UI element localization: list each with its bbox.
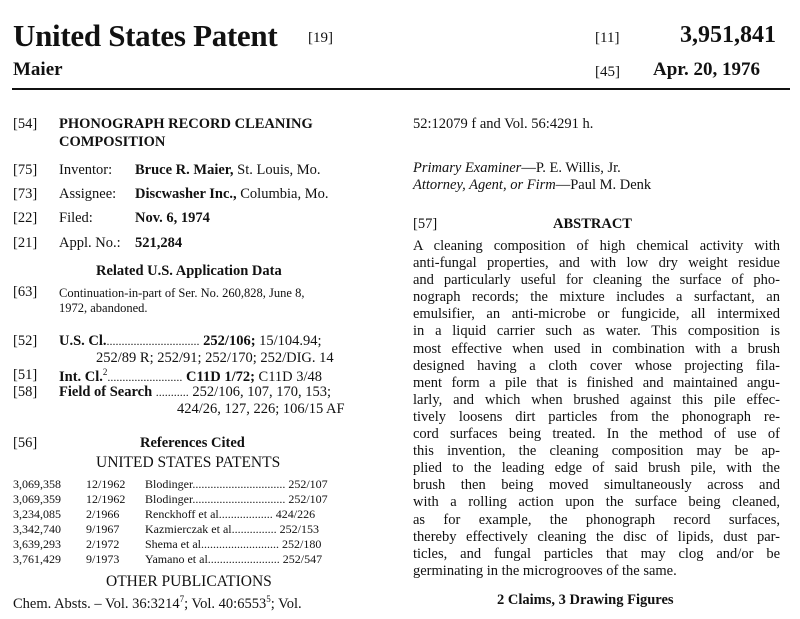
field-search-values2: 424/26, 127, 226; 106/15 AF bbox=[177, 401, 345, 417]
abstract-line: emulsifier, an anti-microbe or fungicide, all intermixed bbox=[413, 306, 780, 323]
other-publications-heading: OTHER PUBLICATIONS bbox=[106, 573, 272, 590]
patent-header-title: United States Patent bbox=[13, 18, 278, 53]
abstract-line: A cleaning composition of high chemical activity with bbox=[413, 238, 780, 254]
ref-row-6 bbox=[13, 552, 322, 567]
ref-row-4 bbox=[13, 522, 319, 537]
abstract-line: thereby effectively cleaning the disc of lipids, dust par- bbox=[413, 528, 780, 545]
ref-name: Kazmierczak et al. bbox=[145, 522, 235, 536]
header-rule bbox=[12, 88, 790, 90]
patent-number: 3,951,841 bbox=[680, 22, 776, 48]
us-cl-label: U.S. Cl. bbox=[59, 333, 107, 349]
abstract-body bbox=[413, 238, 780, 580]
ref-name: Shema et al. bbox=[145, 537, 204, 551]
ref-number: 3,761,429 bbox=[13, 552, 61, 566]
abstract-line: designed having a cloth cover whose projecting fila- bbox=[413, 357, 780, 374]
inventor-name: Bruce R. Maier, bbox=[135, 162, 234, 178]
assignee-name: Discwasher Inc., bbox=[135, 186, 237, 202]
abstract-line: this invention, the cleaning composition may be ap- bbox=[413, 443, 780, 460]
assignee-label: Assignee: bbox=[59, 186, 117, 202]
ref-class: 252/107 bbox=[288, 492, 328, 506]
other-pub-pre: Chem. Absts. – Vol. 36:3214 bbox=[13, 595, 180, 612]
abstract-line: nograph records; the mixture includes a surfactant, an bbox=[413, 289, 780, 306]
ref-row-1 bbox=[13, 477, 328, 492]
other-publications-continued: 52:12079 f and Vol. 56:4291 h. bbox=[413, 116, 594, 132]
abstract-line: and particularly useful for cleaning the surface of pho- bbox=[413, 272, 780, 289]
us-cl-dots: ............................... bbox=[106, 334, 200, 348]
filed-label: Filed: bbox=[59, 210, 93, 226]
abstract-line: as for example, the phonograph record surfaces, bbox=[413, 511, 780, 528]
title-code: [19] bbox=[308, 30, 333, 46]
ref-number: 3,234,085 bbox=[13, 507, 61, 521]
continuation-line1: Continuation-in-part of Ser. No. 260,828, June 8, bbox=[59, 286, 305, 300]
ref-date: 2/1972 bbox=[86, 537, 120, 551]
field-search-values1: 252/106, 107, 170, 153; bbox=[192, 384, 331, 400]
appl-no-label: Appl. No.: bbox=[59, 235, 121, 251]
us-cl-value: 252/106; bbox=[203, 333, 256, 349]
int-cl-sup: 2 bbox=[102, 367, 108, 377]
ref-date: 12/1962 bbox=[86, 477, 126, 491]
abstract-line: ticles, and fungal particles that may clog and/or be bbox=[413, 545, 780, 562]
us-patents-heading: UNITED STATES PATENTS bbox=[96, 454, 281, 471]
invention-title-line1: PHONOGRAPH RECORD CLEANING bbox=[59, 116, 313, 132]
ref-name: Yamano et al. bbox=[145, 552, 211, 566]
other-pub-sup1: 7 bbox=[179, 594, 185, 604]
abstract-line: brush then being moved simultaneously across and bbox=[413, 477, 780, 494]
ref-name: Renckhoff et al. bbox=[145, 507, 222, 521]
ref-class: 252/153 bbox=[279, 522, 319, 536]
assignee-value bbox=[135, 186, 328, 203]
abstract-line: tively loosens dirt particles from the phonograph re- bbox=[413, 408, 780, 425]
ref-dots: ................. bbox=[221, 507, 273, 521]
other-publications-line bbox=[13, 594, 302, 613]
us-cl-line2: 252/89 R; 252/91; 252/170; 252/DIG. 14 bbox=[96, 350, 334, 366]
abstract-line: germinating in the microgrooves of the same. bbox=[413, 562, 677, 579]
abstract-line: plied to the leading edge of said brush pile, with the bbox=[413, 460, 780, 477]
filed-code: [22] bbox=[13, 210, 38, 226]
claims-footer: 2 Claims, 3 Drawing Figures bbox=[497, 592, 674, 608]
filed-date: Nov. 6, 1974 bbox=[135, 210, 210, 226]
continuation-code: [63] bbox=[13, 284, 38, 300]
ref-dots: ....................... bbox=[210, 552, 280, 566]
ref-name: Blodinger bbox=[145, 477, 193, 491]
patent-date: Apr. 20, 1976 bbox=[653, 59, 760, 80]
related-data-heading: Related U.S. Application Data bbox=[96, 263, 282, 279]
int-cl-code: [51] bbox=[13, 367, 38, 383]
ref-row-2 bbox=[13, 492, 328, 507]
inventor-location: St. Louis, Mo. bbox=[237, 162, 321, 178]
ref-date: 12/1962 bbox=[86, 492, 126, 506]
ref-number: 3,342,740 bbox=[13, 522, 61, 536]
ref-dots: .............. bbox=[234, 522, 277, 536]
int-cl-label: Int. Cl. bbox=[59, 368, 103, 385]
ref-class: 252/547 bbox=[282, 552, 323, 566]
abstract-line: cord surfaces being treated. In the method of use of bbox=[413, 426, 780, 443]
int-cl-line bbox=[59, 367, 322, 386]
ref-class: 424/226 bbox=[275, 507, 316, 521]
references-code: [56] bbox=[13, 435, 38, 451]
ref-date: 9/1973 bbox=[86, 552, 120, 566]
us-cl-line1 bbox=[59, 333, 322, 350]
invention-title-line2: COMPOSITION bbox=[59, 134, 166, 150]
abstract-code: [57] bbox=[413, 216, 438, 232]
ref-date: 2/1966 bbox=[86, 507, 120, 521]
us-cl-code: [52] bbox=[13, 333, 38, 349]
date-code: [45] bbox=[595, 64, 620, 80]
ref-dots: ......................... bbox=[203, 537, 279, 551]
inventor-label: Inventor: bbox=[59, 162, 113, 178]
ref-dots: ............................... bbox=[192, 492, 286, 506]
ref-row-5 bbox=[13, 537, 321, 552]
attorney-label: Attorney, Agent, or Firm bbox=[413, 177, 556, 193]
inventor-value bbox=[135, 162, 321, 179]
abstract-line: in a liquid carrier such as water. This composition is bbox=[413, 323, 780, 340]
appl-no-value: 521,284 bbox=[135, 235, 183, 251]
other-pub-post: ; Vol. bbox=[270, 595, 302, 612]
primary-examiner-name: —P. E. Willis, Jr. bbox=[521, 160, 621, 176]
ref-date: 9/1967 bbox=[86, 522, 120, 536]
int-cl-rest: C11D 3/48 bbox=[258, 368, 323, 385]
field-search-line1 bbox=[59, 384, 331, 401]
field-search-code: [58] bbox=[13, 384, 38, 400]
abstract-line: with a rolling action upon the surface being cleaned, bbox=[413, 494, 780, 511]
ref-class: 252/180 bbox=[281, 537, 322, 551]
continuation-line2: 1972, abandoned. bbox=[59, 301, 148, 315]
inventor-surname: Maier bbox=[13, 59, 63, 80]
inventor-code: [75] bbox=[13, 162, 38, 178]
attorney bbox=[413, 177, 651, 194]
references-heading: References Cited bbox=[140, 435, 245, 451]
assignee-location: Columbia, Mo. bbox=[240, 186, 329, 202]
int-cl-value: C11D 1/72; bbox=[186, 368, 255, 385]
ref-number: 3,069,359 bbox=[13, 492, 61, 506]
ref-number: 3,639,293 bbox=[13, 537, 61, 551]
other-pub-sup2: 5 bbox=[266, 594, 271, 604]
attorney-name: —Paul M. Denk bbox=[555, 177, 652, 193]
ref-dots: ............................... bbox=[192, 477, 286, 491]
ref-name: Blodinger bbox=[145, 492, 193, 506]
abstract-line: larly, and which when brushed against this pile effec- bbox=[413, 391, 780, 408]
primary-examiner bbox=[413, 160, 621, 177]
field-search-label: Field of Search bbox=[59, 384, 153, 400]
title-field-code: [54] bbox=[13, 116, 38, 132]
abstract-heading: ABSTRACT bbox=[553, 216, 632, 232]
abstract-line: most effective when used in combination with a brush bbox=[413, 340, 780, 357]
assignee-code: [73] bbox=[13, 186, 38, 202]
abstract-line: anti-fungal properties, and with low dry weight residue bbox=[413, 255, 780, 272]
ref-number: 3,069,358 bbox=[13, 477, 61, 491]
int-cl-dots: ......................... bbox=[107, 369, 183, 384]
primary-examiner-label: Primary Examiner bbox=[413, 160, 522, 176]
patent-number-code: [11] bbox=[595, 30, 620, 46]
ref-class: 252/107 bbox=[288, 477, 328, 491]
ref-row-3 bbox=[13, 507, 315, 522]
abstract-line: ment form a pile that is finished and maintained angu- bbox=[413, 374, 780, 391]
appl-no-code: [21] bbox=[13, 235, 38, 251]
other-pub-mid: ; Vol. 40:6553 bbox=[184, 595, 267, 612]
us-cl-rest: 15/104.94; bbox=[259, 333, 322, 349]
field-search-dots: ........... bbox=[155, 385, 189, 399]
